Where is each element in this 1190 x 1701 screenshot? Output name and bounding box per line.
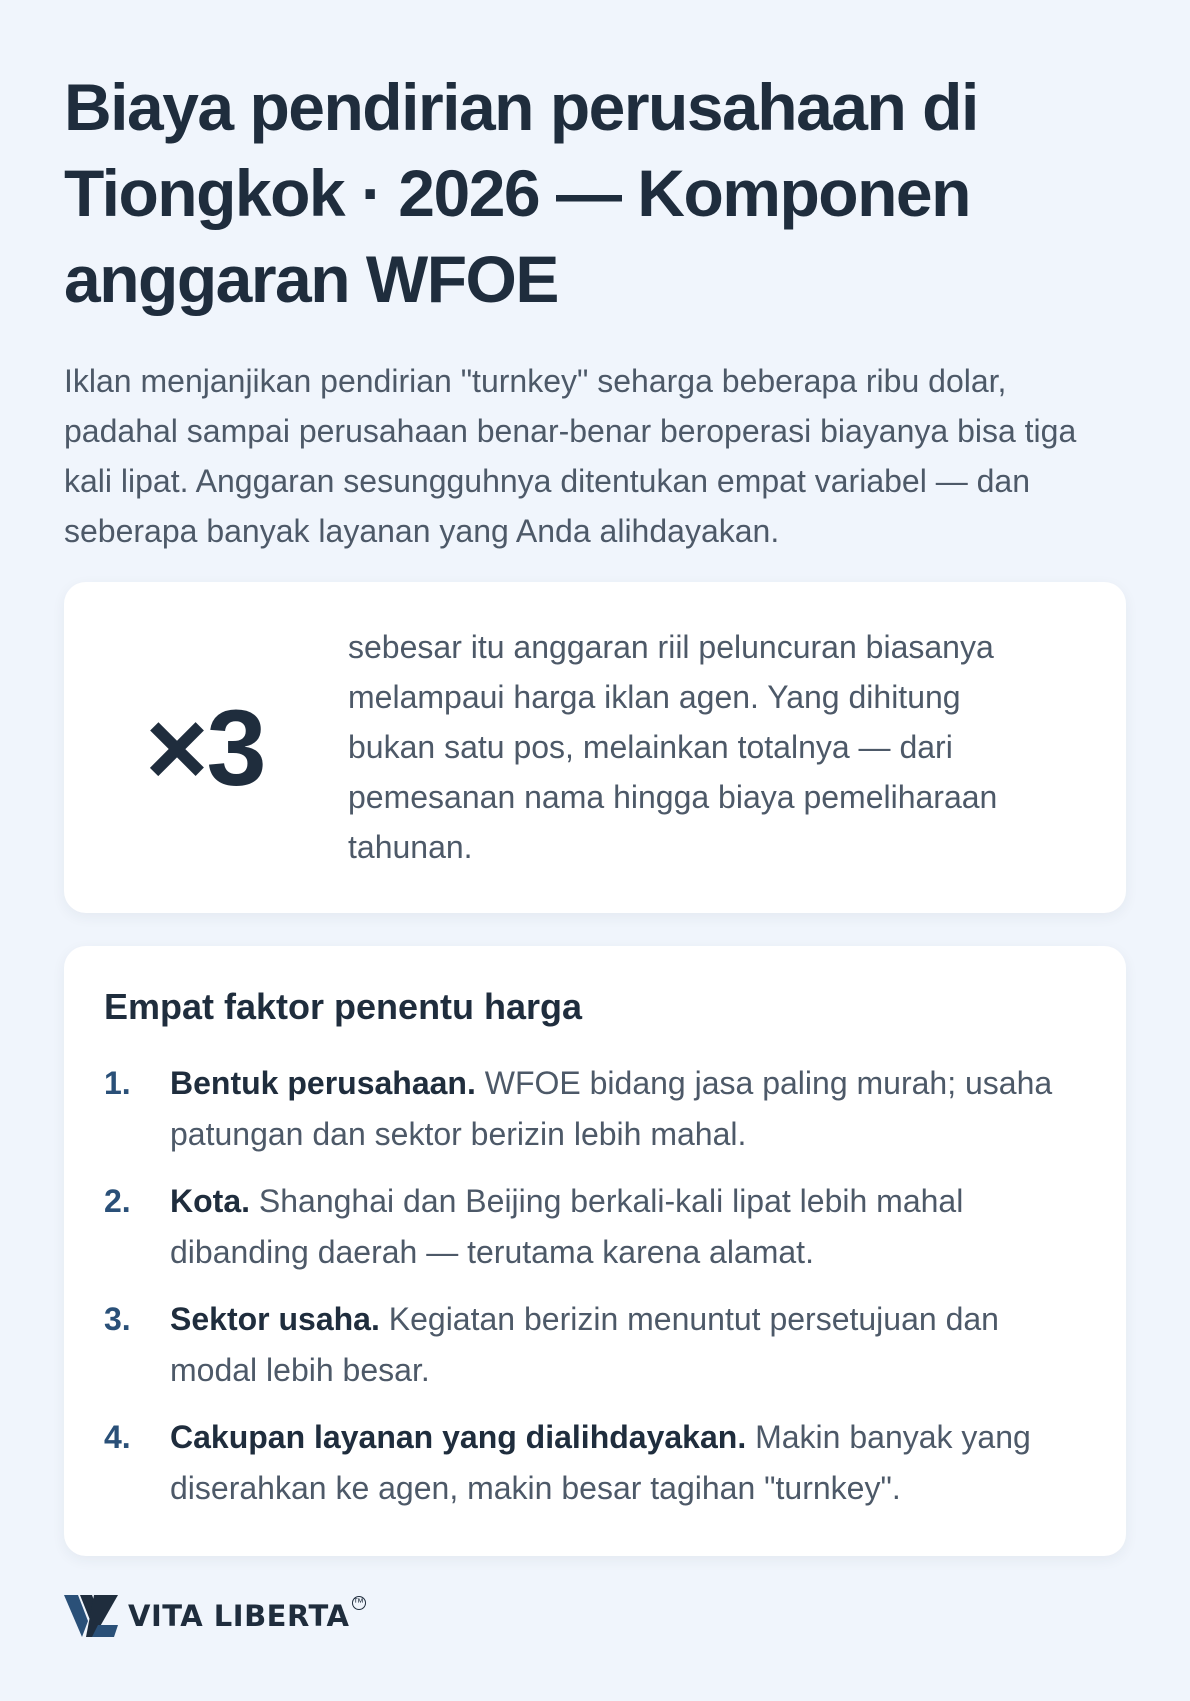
- factor-text: Kegiatan berizin menuntut persetujuan dan modal lebih besar.: [170, 1301, 999, 1388]
- stat-value: ×3: [145, 687, 265, 808]
- factor-number: 2.: [104, 1183, 131, 1219]
- factor-item: [104, 1412, 1086, 1514]
- vita-liberta-logo-icon: [64, 1595, 118, 1637]
- factor-number: 1.: [104, 1065, 131, 1101]
- factor-item: [104, 1294, 1086, 1396]
- factor-item: [104, 1058, 1086, 1160]
- factor-number: 3.: [104, 1301, 131, 1337]
- factor-number: 4.: [104, 1419, 131, 1455]
- factors-card: [64, 946, 1126, 1556]
- factor-heading: Kota.: [170, 1183, 250, 1219]
- stat-card: [64, 582, 1126, 913]
- brand-name: VITA LIBERTA: [128, 1599, 350, 1633]
- page-title: Biaya pendirian perusahaan di Tiongkok · 2026 — Komponen anggaran WFOE: [64, 70, 978, 316]
- factor-text: WFOE bidang jasa paling murah; usaha patungan dan sektor berizin lebih mahal.: [170, 1065, 1053, 1152]
- stat-description: sebesar itu anggaran riil peluncuran biasanya melampaui harga iklan agen. Yang dihitung bukan satu pos, melainkan totalnya — dari pemesanan nama hingga biaya pemeliharaan tahunan.: [348, 629, 998, 865]
- factor-heading: Bentuk perusahaan.: [170, 1065, 476, 1101]
- factor-list: [104, 1058, 1086, 1514]
- factor-text: Shanghai dan Beijing berkali-kali lipat lebih mahal dibanding daerah — terutama karena alamat.: [170, 1183, 964, 1270]
- brand-logo: [64, 1594, 366, 1638]
- lead-paragraph: Iklan menjanjikan pendirian "turnkey" seharga beberapa ribu dolar, padahal sampai perusahaan benar-benar beroperasi biayanya bisa tiga kali lipat. Anggaran sesungguhnya ditentukan empat variabel — dan seberapa banyak layanan yang Anda alihdayakan.: [64, 363, 1077, 549]
- factor-heading: Cakupan layanan yang dialihdayakan.: [170, 1419, 747, 1455]
- factor-text: Makin banyak yang diserahkan ke agen, makin besar tagihan "turnkey".: [170, 1419, 1031, 1506]
- factors-title: Empat faktor penentu harga: [104, 986, 583, 1027]
- trademark-icon: ™: [353, 1597, 364, 1609]
- factor-item: [104, 1176, 1086, 1278]
- factor-heading: Sektor usaha.: [170, 1301, 380, 1337]
